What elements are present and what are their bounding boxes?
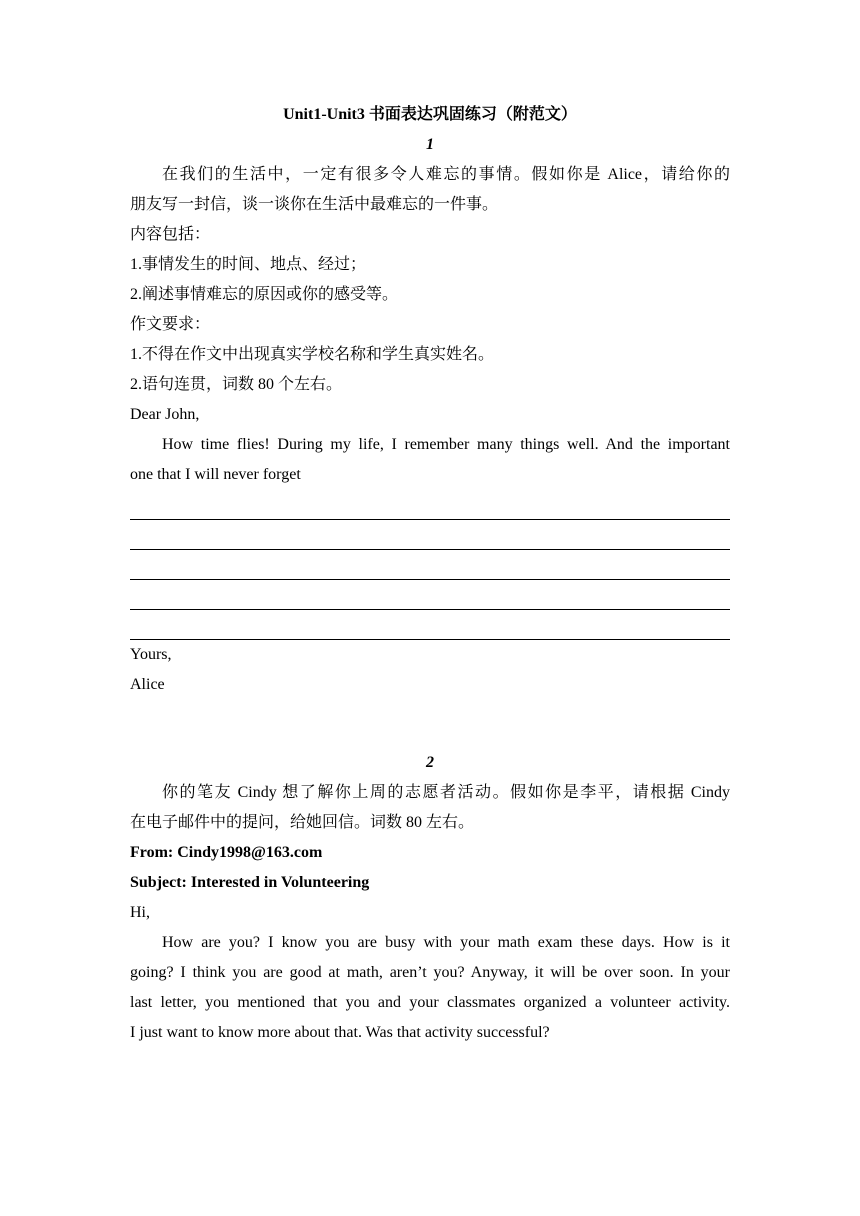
answer-line[interactable] — [130, 610, 730, 640]
q1-salutation: Dear John, — [130, 406, 200, 423]
q1-requirement-item: 1.不得在作文中出现真实学校名称和学生真实姓名。 — [130, 346, 495, 363]
answer-line[interactable] — [130, 550, 730, 580]
q1-prompt-line-1: 在我们的生活中，一定有很多令人难忘的事情。假如你是 Alice，请给你的 — [162, 166, 730, 183]
q2-email-body-line-1: How are you? I know you are busy with your math exam these days. How is it — [162, 934, 730, 951]
q2-email-greeting: Hi, — [130, 904, 150, 921]
q2-email-subject: Subject: Interested in Volunteering — [130, 874, 370, 891]
q1-signature: Alice — [130, 676, 165, 693]
q2-email-body-line-4: I just want to know more about that. Was that activity successful? — [130, 1024, 550, 1041]
q1-content-item: 2.阐述事情难忘的原因或你的感受等。 — [130, 286, 399, 303]
q1-prompt-line-2: 朋友写一封信，谈一谈你在生活中最难忘的一件事。 — [130, 196, 499, 213]
q2-email-from: From: Cindy1998@163.com — [130, 844, 323, 861]
answer-line[interactable] — [130, 580, 730, 610]
section-gap — [130, 700, 730, 748]
answer-line[interactable] — [130, 490, 730, 520]
q1-requirements-label: 作文要求： — [130, 316, 211, 333]
document-title: Unit1-Unit3 书面表达巩固练习（附范文） — [283, 106, 577, 123]
question-2-number: 2 — [426, 754, 434, 771]
q1-requirement-item: 2.语句连贯，词数 80 个左右。 — [130, 376, 343, 393]
q1-closing: Yours, — [130, 646, 172, 663]
q2-prompt-line-2: 在电子邮件中的提问，给她回信。词数 80 左右。 — [130, 814, 475, 831]
q1-content-item: 1.事情发生的时间、地点、经过； — [130, 256, 367, 273]
q2-prompt-line-1: 你的笔友 Cindy 想了解你上周的志愿者活动。假如你是李平，请根据 Cindy — [162, 784, 730, 801]
q2-email-body-line-2: going? I think you are good at math, aren’t you? Anyway, it will be over soon. In your — [130, 964, 730, 981]
q1-opening-line-2: one that I will never forget — [130, 466, 301, 483]
document-page — [130, 100, 730, 1048]
q1-opening-line-1: How time flies! During my life, I remember many things well. And the important — [162, 436, 730, 453]
q1-answer-lines — [130, 490, 730, 640]
q2-email-body-line-3: last letter, you mentioned that you and your classmates organized a volunteer activity. — [130, 994, 730, 1011]
question-1-number: 1 — [426, 136, 434, 153]
q1-content-label: 内容包括： — [130, 226, 211, 243]
answer-line[interactable] — [130, 520, 730, 550]
